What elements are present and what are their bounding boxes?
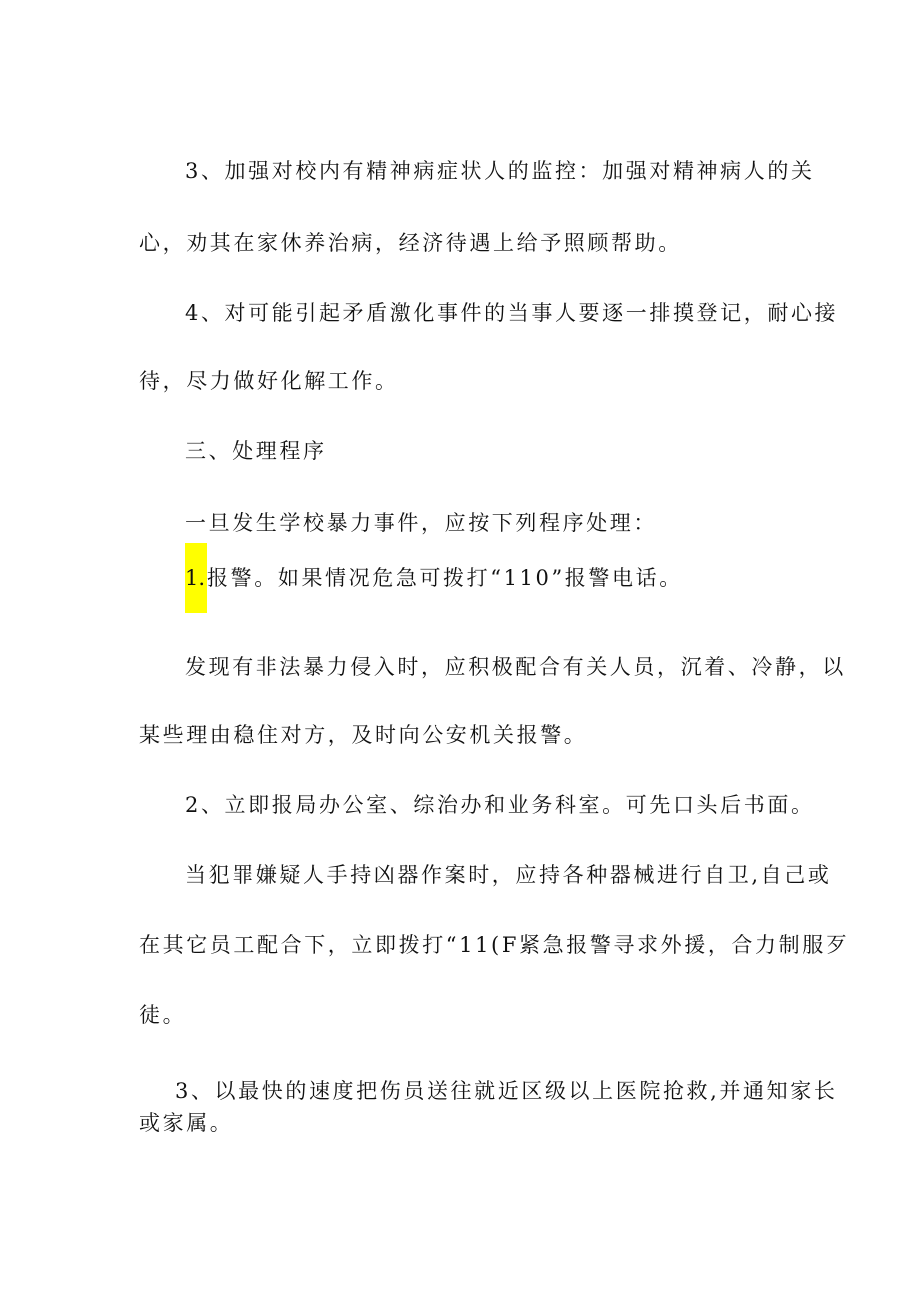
paragraph-line: 当犯罪嫌疑人手持凶器作案时，应持各种器械进行自卫,自己或 (185, 863, 832, 887)
paragraph-line: 在其它员工配合下，立即拨打“11(F紧急报警寻求外援，合力制服歹 (139, 933, 850, 957)
paragraph-line: 某些理由稳住对方，及时向公安机关报警。 (139, 723, 588, 747)
paragraph-line: 待，尽力做好化解工作。 (139, 369, 399, 393)
paragraph-line: 4、对可能引起矛盾激化事件的当事人要逐一排摸登记，耐心接 (185, 301, 839, 325)
section-heading: 三、处理程序 (185, 439, 327, 463)
paragraph-line: 2、立即报局办公室、综治办和业务科室。可先口头后书面。 (185, 793, 815, 817)
paragraph-line: 一旦发生学校暴力事件，应按下列程序处理： (185, 511, 657, 535)
paragraph-line: 3、以最快的速度把伤员送往就近区级以上医院抢救,并通知家长 (175, 1079, 838, 1103)
paragraph-line: 3、加强对校内有精神病症状人的监控：加强对精神病人的关 (185, 159, 815, 183)
paragraph-line: 或家属。 (139, 1111, 234, 1135)
highlighted-list-item (185, 543, 683, 613)
item-number-highlight: 1. (185, 543, 207, 613)
paragraph-line: 发现有非法暴力侵入时，应积极配合有关人员，沉着、冷静，以 (185, 655, 846, 679)
paragraph-line: 徒。 (139, 1003, 187, 1027)
paragraph-line: 心，劝其在家休养治病，经济待遇上给予照顾帮助。 (139, 231, 682, 255)
item-text: 报警。如果情况危急可拨打“110”报警电话。 (207, 566, 683, 590)
